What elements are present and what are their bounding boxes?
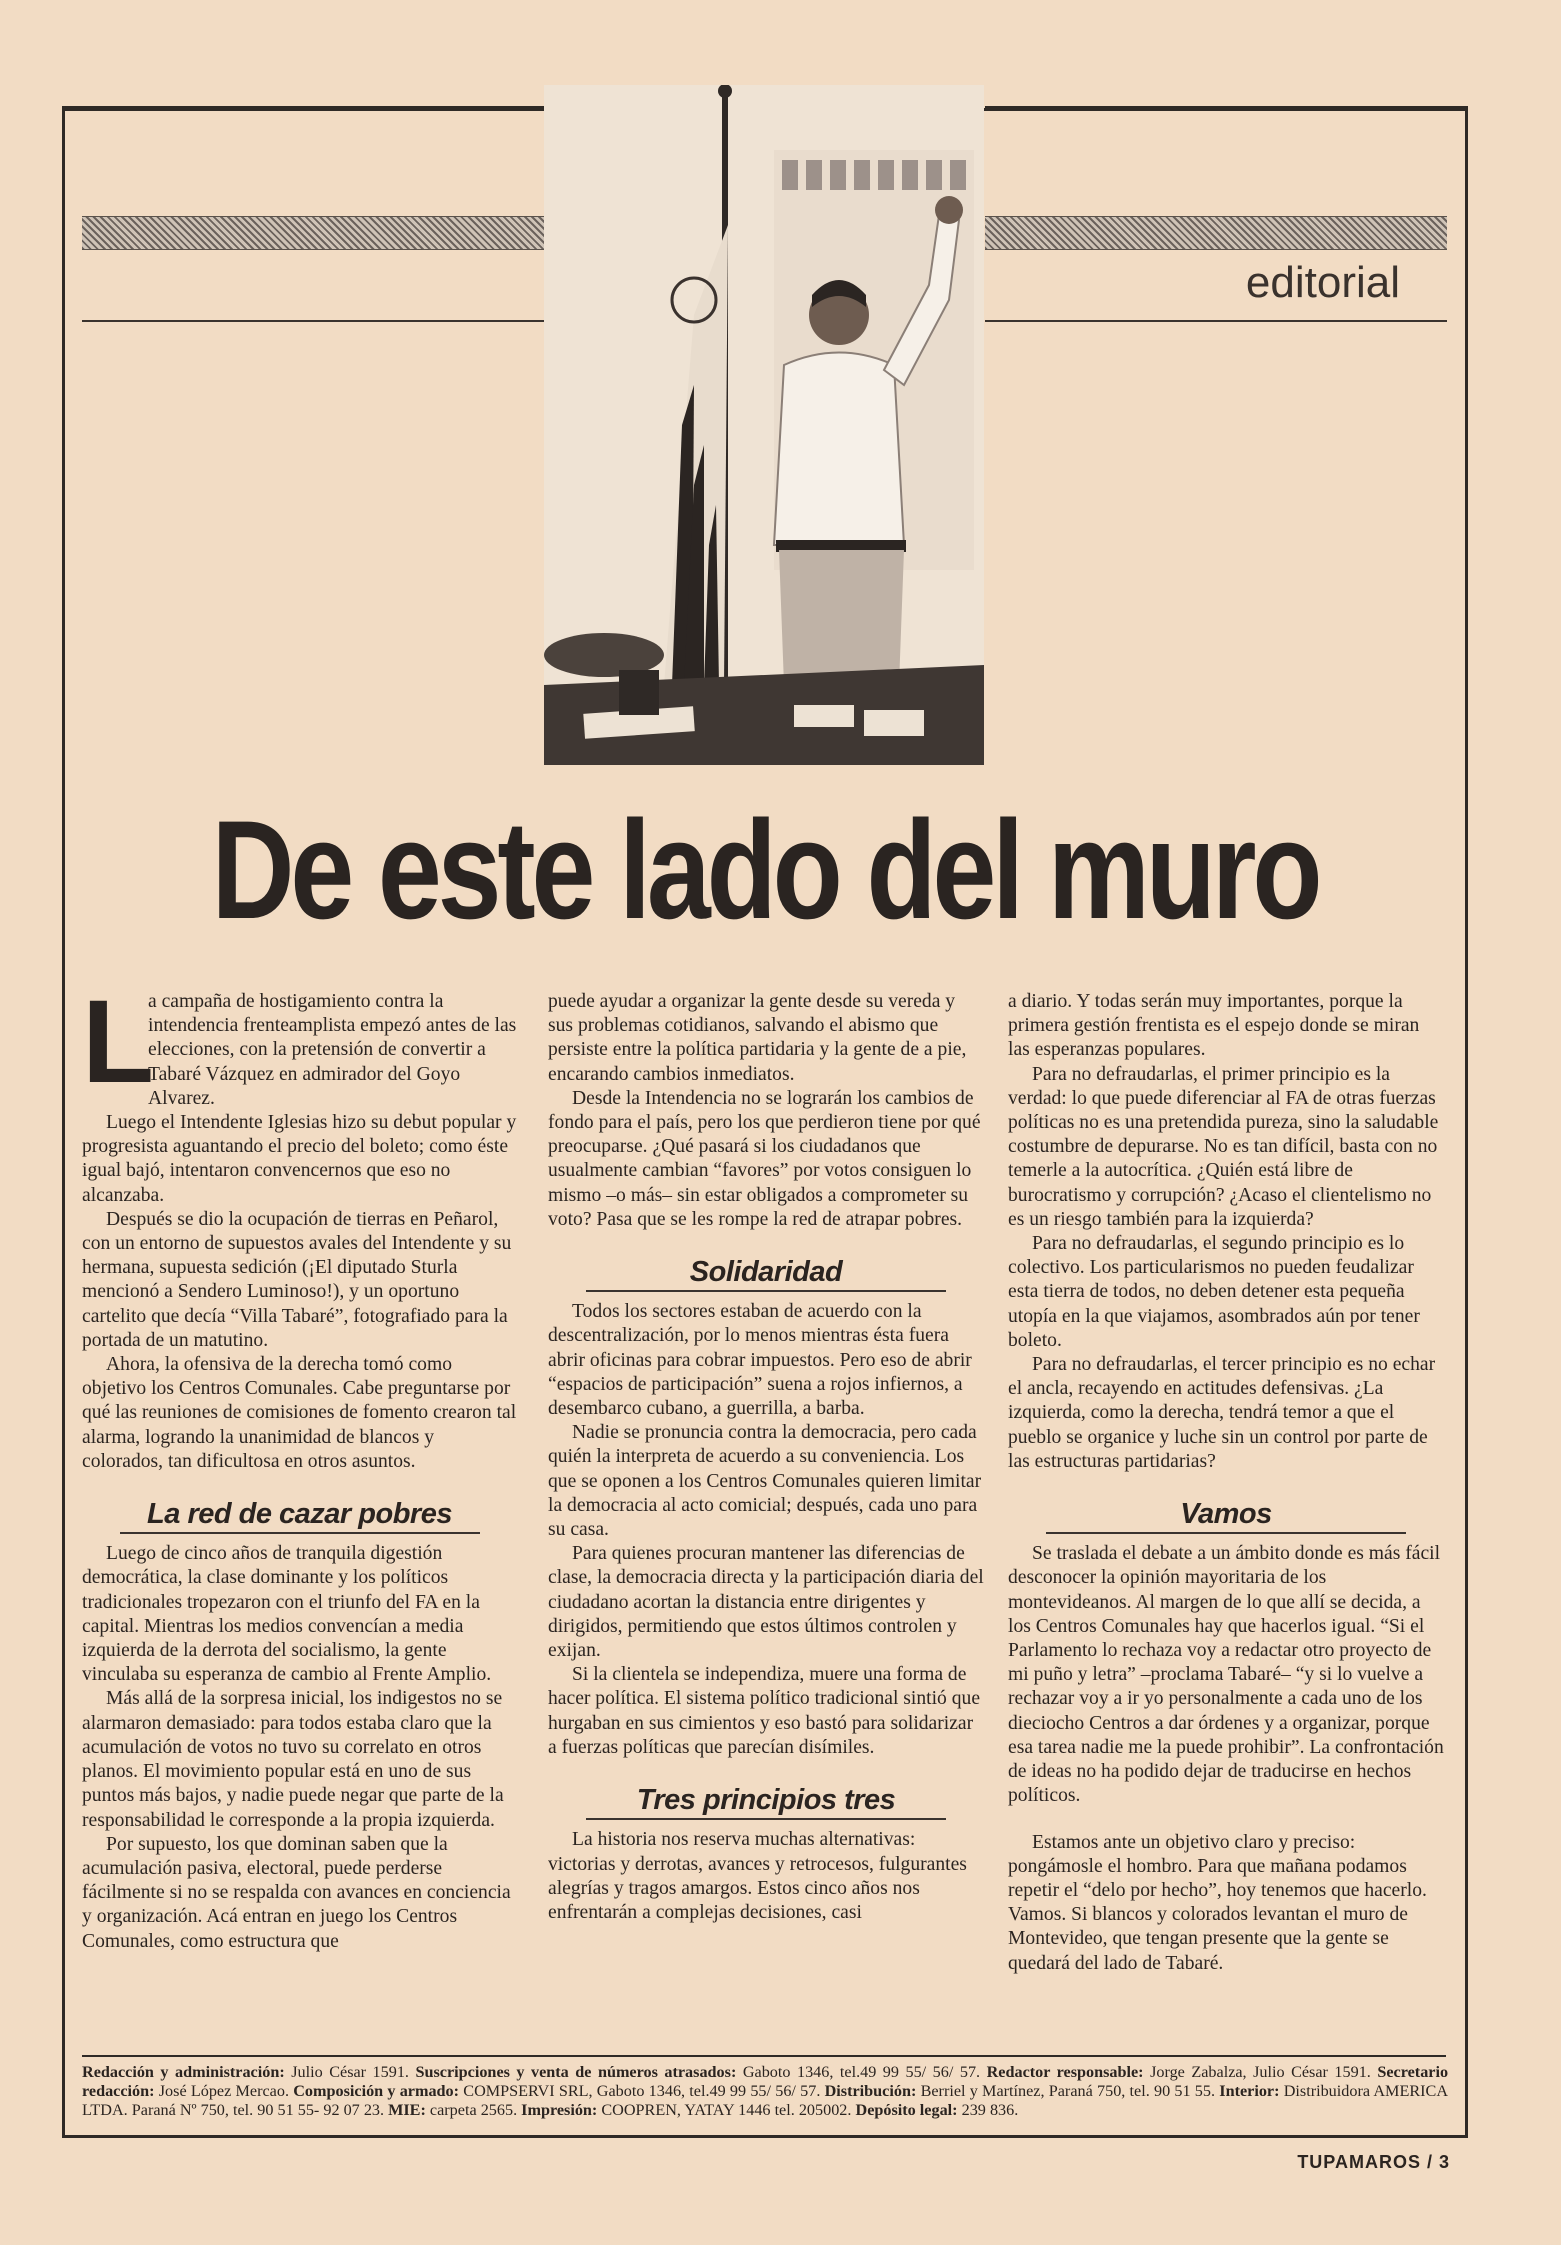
- paragraph: Para quienes procuran mantener las diferencias de clase, la democracia directa y la participación diaria del ciudadano acortan la distancia entre dirigentes y dirigidos, permitiendo que estos últimos controlen y exijan.: [548, 1543, 984, 1662]
- paragraph: Después se dio la ocupación de tierras en Peñarol, con un entorno de supuestos avales del Intendente y su hermana, supuesta sedición (¡El diputado Sturla mencionó a Sendero Luminoso!), y un oportuno cartelito que decía “Villa Tabaré”, fotografiado para la portada de un matutino.: [82, 1208, 512, 1351]
- credit-label: MIE:: [388, 2101, 426, 2119]
- credit-label: Redactor responsable:: [986, 2063, 1144, 2081]
- paragraph: Estamos ante un objetivo claro y preciso: pongámosle el hombro. Para que mañana podamos repetir el “delo por hecho”, hoy tenemos que hacerlo. Vamos. Si blancos y colorados levantan el muro de Montevideo, que tengan presente que la gente se quedará del lado de Tabaré.: [1008, 1831, 1427, 1974]
- credit-label: Depósito legal:: [855, 2101, 958, 2119]
- credit-label: Redacción y administración:: [82, 2063, 285, 2081]
- paragraph: Para no defraudarlas, el tercer principio es no echar el ancla, recayendo en actitudes defensivas. ¿La izquierda, como la derecha, tendrá temor a que el pueblo se organice y luche sin un control por parte de las estructuras partidarias?: [1008, 1354, 1436, 1472]
- credit-label: Secretario redacción:: [82, 2063, 1449, 2100]
- credit-value: Jorge Zabalza, Julio César 1591.: [1150, 2063, 1371, 2081]
- subhead-red-cazar-pobres: La red de cazar pobres: [120, 1502, 480, 1534]
- credit-value: José López Mercao.: [158, 2082, 289, 2100]
- paragraph: Nadie se pronuncia contra la democracia, pero cada quién la interpreta de acuerdo a su conveniencia. Los que se oponen a los Centros Comunales quieren limitar la democracia al acto comicial; después, cada uno para su casa.: [548, 1422, 982, 1541]
- man-with-flag-photo: [544, 85, 984, 765]
- credits-block: [82, 2063, 1448, 2120]
- subhead-vamos: Vamos: [1046, 1502, 1406, 1534]
- credit-label: Suscripciones y venta de números atrasados:: [415, 2063, 737, 2081]
- paragraph: La historia nos reserva muchas alternativas: victorias y derrotas, avances y retrocesos, fulgurantes alegrías y tragos amargos. Estos cinco años nos enfrentarán a complejas decisiones, casi: [548, 1829, 967, 1923]
- paragraph: Para no defraudarlas, el segundo principio es lo colectivo. Los particularismos no pueden feudalizar esta tierra de todos, no deben detener esta pequeña utopía en la que viajamos, asombrados aún por tener boleto.: [1008, 1233, 1420, 1351]
- credit-label: Interior:: [1219, 2082, 1280, 2100]
- hatched-band-left: [82, 216, 544, 250]
- header-rule-right: [985, 320, 1447, 322]
- page-footer: TUPAMAROS / 3: [1297, 2152, 1450, 2172]
- top-rule-right: [985, 106, 1468, 108]
- credit-value: carpeta 2565.: [429, 2101, 518, 2119]
- paragraph: a diario. Y todas serán muy importantes, porque la primera gestión frentista es el espejo donde se miran las esperanzas populares.: [1008, 991, 1420, 1061]
- top-rule-left: [62, 106, 546, 108]
- credit-value: Gaboto 1346, tel.49 99 55/ 56/ 57.: [742, 2063, 981, 2081]
- credit-value: COMPSERVI SRL, Gaboto 1346, tel.49 99 55/ 56/ 57.: [463, 2082, 821, 2100]
- paragraph: Para no defraudarlas, el primer principio es la verdad: lo que puede diferenciar al FA de otras fuerzas políticas no es una pretendida pureza, sino la saludable costumbre de depurarse. No es tan difícil, basta con no temerle a la autocrítica. ¿Quién está libre de burocratismo y corrupción? ¿Acaso el clientelismo no es un riesgo también para la izquierda?: [1008, 1063, 1439, 1230]
- headline: De este lado del muro: [211, 791, 1319, 948]
- footer-rule: [82, 2055, 1446, 2057]
- credit-label: Impresión:: [521, 2101, 598, 2119]
- paragraph: Luego el Intendente Iglesias hizo su debut popular y progresista aguantando el precio del boleto; como éste igual bajó, intentaron convencernos que eso no alcanzaba.: [82, 1112, 517, 1206]
- paragraph: Luego de cinco años de tranquila digestión democrática, la clase dominante y los políticos tradicionales tropezaron con el triunfo del FA en la capital. Mientras los medios convencían a media izquierda de la derrota del socialismo, la gente vinculaba su esperanza de cambio al Frente Amplio.: [82, 1543, 492, 1686]
- paragraph: Si la clientela se independiza, muere una forma de hacer política. El sistema político tradicional sintió que hurgaban en sus cimientos y eso bastó para solidarizar a fuerzas políticas que parecían disímiles.: [548, 1664, 981, 1758]
- credit-value: COOPREN, YATAY 1446 tel. 205002.: [601, 2101, 852, 2119]
- paragraph: Por supuesto, los que dominan saben que la acumulación pasiva, electoral, puede perderse fácilmente si no se respalda con avances en conciencia y organización. Acá entran en juego los Centros Comunales, como estructura que: [82, 1833, 511, 1952]
- credit-label: Composición y armado:: [293, 2082, 460, 2100]
- paragraph: Todos los sectores estaban de acuerdo con la descentralización, por lo menos mientras ésta fuera abrir oficinas para cobrar impuestos. Pero eso de abrir “espacios de participación” suena a rojos infiernos, a desembarco cubano, a guerrilla, a barba.: [548, 1301, 972, 1420]
- credit-value: Berriel y Martínez, Paraná 750, tel. 90 51 55.: [920, 2082, 1216, 2100]
- paragraph: Ahora, la ofensiva de la derecha tomó como objetivo los Centros Comunales. Cabe preguntarse por qué las reuniones de comisiones de fomento crearon tal alarma, logrando la unanimidad de blancos y colorados, tan dificultosa en otros asuntos.: [82, 1354, 517, 1472]
- credit-label: Distribución:: [824, 2082, 917, 2100]
- header-rule-left: [82, 320, 544, 322]
- paragraph: puede ayudar a organizar la gente desde su vereda y sus problemas cotidianos, salvando el abismo que persiste entre la política partidaria y la gente de a pie, encarando cambios inmediatos.: [548, 991, 967, 1085]
- paragraph: a campaña de hostigamiento contra la intendencia frenteamplista empezó antes de las elecciones, con la pretensión de convertir a Tabaré Vázquez en admirador del Goyo Alvarez.: [148, 991, 517, 1109]
- article-column-3: [1008, 990, 1444, 1976]
- credit-value: Distribuidora AMERICA LTDA. Paraná Nº 750, tel. 90 51 55- 92 07 23.: [82, 2082, 1449, 2119]
- subhead-tres-principios: Tres principios tres: [586, 1788, 946, 1820]
- hatched-band-right: [985, 216, 1447, 250]
- section-label: editorial: [1245, 258, 1400, 307]
- paragraph: Se traslada el debate a un ámbito donde es más fácil desconocer la opinión mayoritaria de los montevideanos. Al margen de lo que allí se decida, a los Centros Comunales hay que hacerlos igual. “Si el Parlamento lo rechaza voy a redactar otro proyecto de mi puño y letra” –proclama Tabaré– “y si lo vuelve a rechazar voy a ir yo personalmente a cada uno de los dieciocho Centros a dar órdenes y a organizar, porque esa tarea nadie me la puede prohibir”. La confrontación de ideas no ha podido dejar de traducirse en hechos políticos.: [1008, 1543, 1444, 1807]
- subhead-solidaridad: Solidaridad: [586, 1260, 946, 1292]
- credit-value: Julio César 1591.: [291, 2063, 409, 2081]
- credit-value: 239 836.: [961, 2101, 1019, 2119]
- paragraph: Desde la Intendencia no se lograrán los cambios de fondo para el país, pero los que perdieron tiene por qué preocuparse. ¿Qué pasará si los ciudadanos que usualmente cambian “favores” por votos consiguen lo mismo –o más– sin estar obligados a comprometer su voto? Pasa que se les rompe la red de atrapar pobres.: [548, 1087, 981, 1230]
- drop-cap: L: [82, 976, 155, 1108]
- article-column-2: [548, 990, 984, 1925]
- article-column-1: [82, 976, 517, 1954]
- paragraph: Más allá de la sorpresa inicial, los indigestos no se alarmaron demasiado: para todos estaba claro que la acumulación de votos no tuvo su correlato en otros planos. El movimiento popular está en uno de sus puntos más bajos, y nadie puede negar que parte de la responsabilidad le corresponde a la propia izquierda.: [82, 1688, 504, 1831]
